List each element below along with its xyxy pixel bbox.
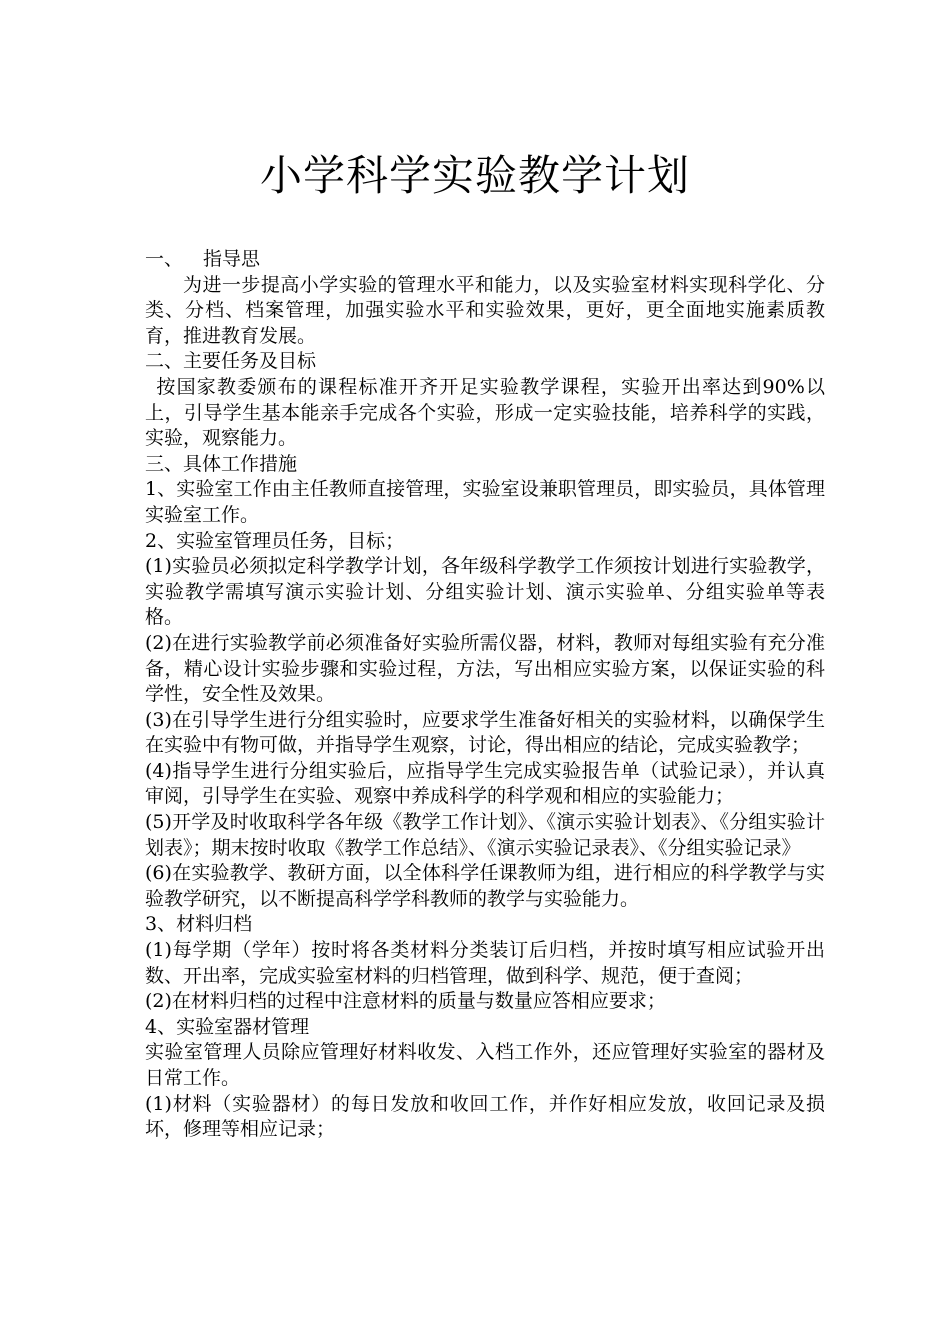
item-2-6: (6)在实验教学、教研方面，以全体科学任课教师为组，进行相应的科学教学与实验教学研究，以不断提高科学学科教师的教学与实验能力。 xyxy=(145,862,825,910)
section-2-heading: 二、主要任务及目标 xyxy=(145,350,317,373)
item-2: 2、实验室管理员任务，目标； xyxy=(145,529,405,552)
item-4: 4、实验室器材管理 xyxy=(145,1015,310,1038)
section-1-number: 一、 xyxy=(145,248,184,270)
item-2-4: (4)指导学生进行分组实验后，应指导学生完成实验报告单（试验记录），并认真审阅，引导学生在实验、观察中养成科学的科学观和相应的实验能力； xyxy=(145,759,825,808)
item-2-3: (3)在引导学生进行分组实验时，应要求学生准备好相关的实验材料，以确保学生在实验中有物可做，并指导学生观察，讨论，得出相应的结论，完成实验教学； xyxy=(145,708,825,757)
section-1-heading xyxy=(145,247,825,273)
document-title: 小学科学实验教学计划 xyxy=(259,151,690,200)
item-2-1: (1)实验员必须拟定科学教学计划，各年级科学教学工作须按计划进行实验教学，实验教学需填写演示实验计划、分组实验计划、演示实验单、分组实验单等表格。 xyxy=(145,555,825,629)
section-1-paragraph: 为进一步提高小学实验的管理水平和能力，以及实验室材料实现科学化、分类、分档、档案管理，加强实验水平和实验效果，更好，更全面地实施素质教育，推进教育发展。 xyxy=(145,273,825,347)
section-3-heading: 三、具体工作措施 xyxy=(145,452,298,475)
document-body xyxy=(145,247,825,1143)
item-2-2: (2)在进行实验教学前必须准备好实验所需仪器，材料，教师对每组实验有充分准备，精心设计实验步骤和实验过程，方法，写出相应实验方案，以保证实验的科学性，安全性及效果。 xyxy=(145,631,825,706)
item-1: 1、实验室工作由主任教师直接管理，实验室设兼职管理员，即实验员，具体管理实验室工作。 xyxy=(145,478,825,526)
item-3: 3、材料归档 xyxy=(145,913,253,936)
item-3-2: (2)在材料归档的过程中注意材料的质量与数量应答相应要求； xyxy=(145,990,666,1013)
item-4-1: (1)材料（实验器材）的每日发放和收回工作，并作好相应发放，收回记录及损坏，修理等相应记录； xyxy=(145,1092,825,1141)
item-2-5: (5)开学及时收取科学各年级《教学工作计划》、《演示实验计划表》、《分组实验计划表》；期末按时收取《教学工作总结》、《演示实验记录表》、《分组实验记录》 xyxy=(145,811,825,859)
section-2-paragraph: 按国家教委颁布的课程标准开齐开足实验教学课程，实验开出率达到90%以上，引导学生基本能亲手完成各个实验，形成一定实验技能，培养科学的实践，实验，观察能力。 xyxy=(145,375,825,450)
item-4-paragraph: 实验室管理人员除应管理好材料收发、入档工作外，还应管理好实验室的器材及日常工作。 xyxy=(145,1041,825,1089)
section-1-title: 指导思 xyxy=(203,248,261,270)
item-3-1: (1)每学期（学年）按时将各类材料分类装订后归档，并按时填写相应试验开出数、开出率，完成实验室材料的归档管理，做到科学、规范，便于查阅； xyxy=(145,939,825,987)
